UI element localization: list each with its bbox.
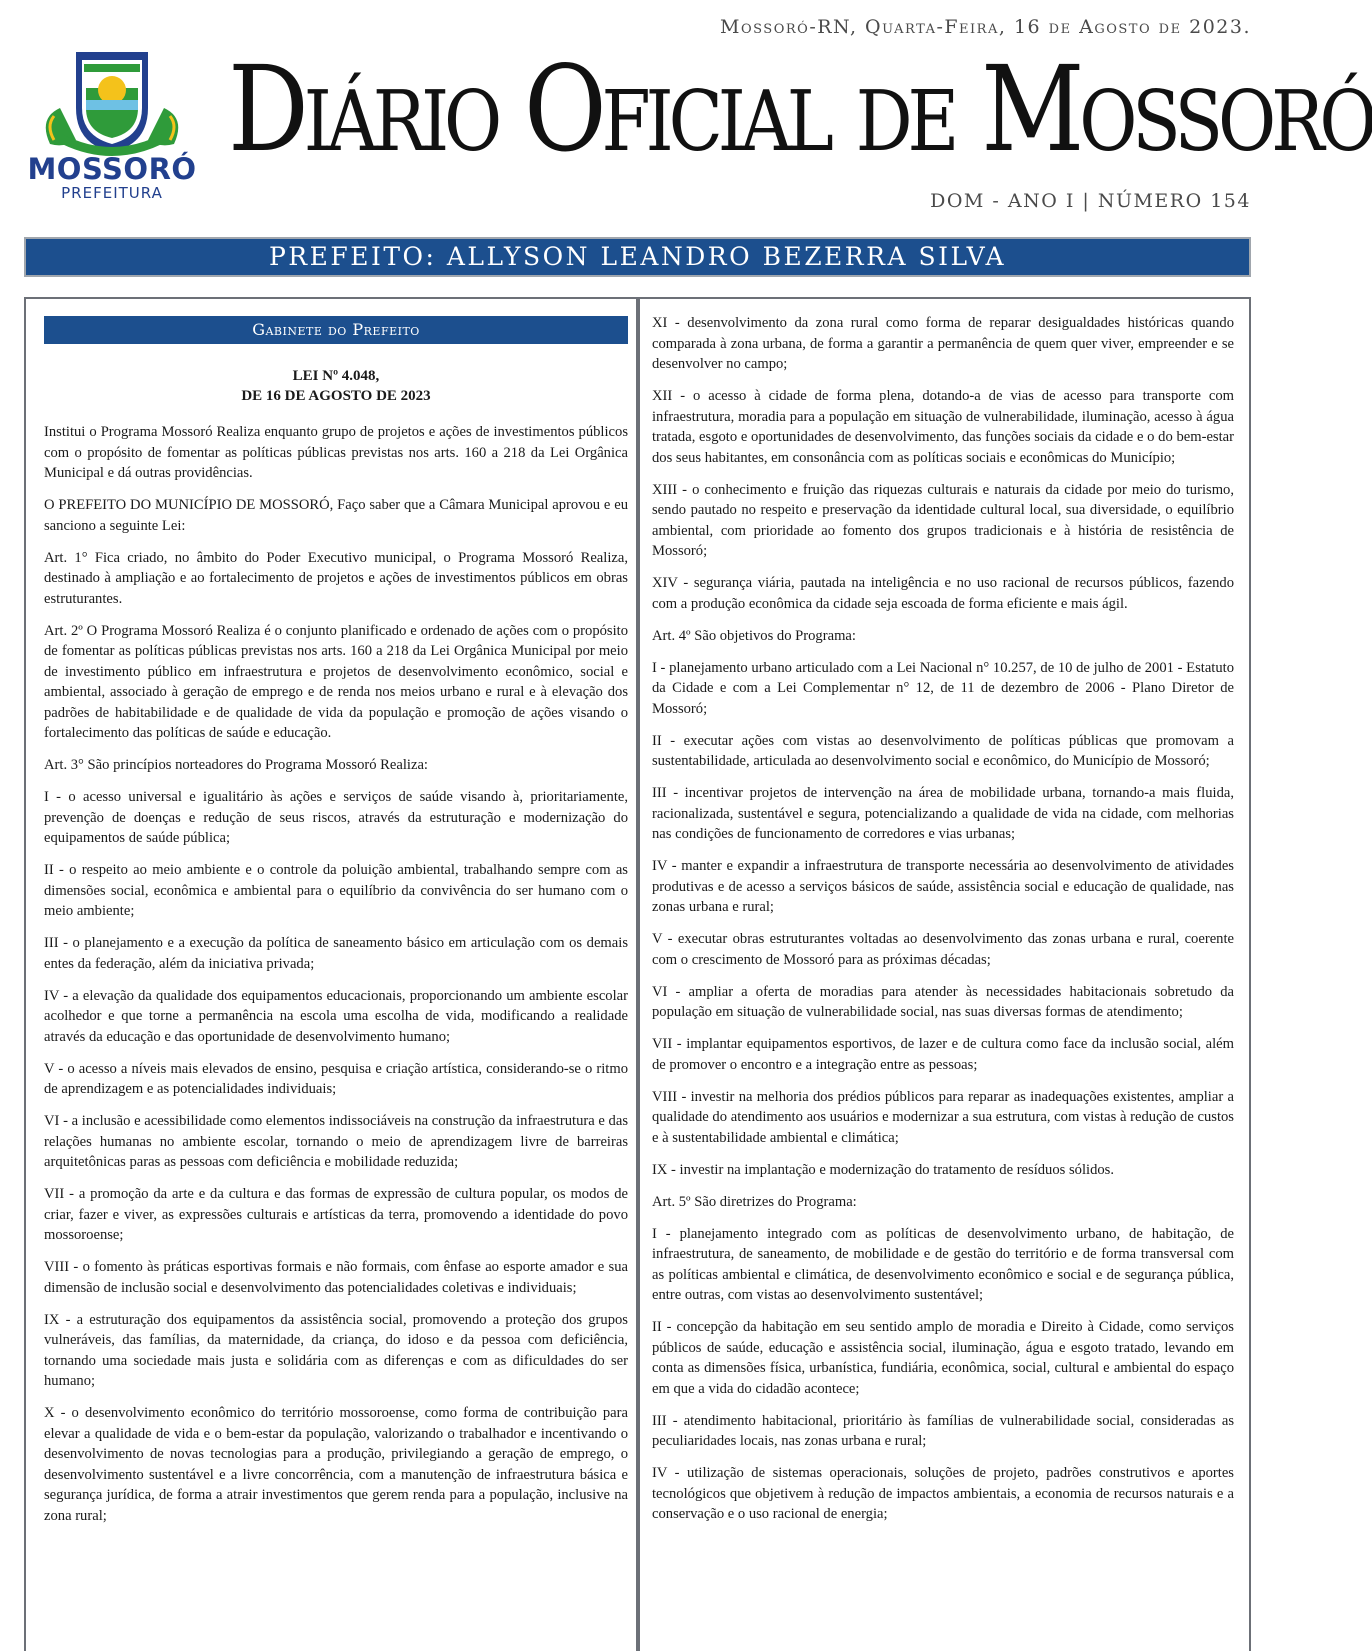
right-column: [652, 313, 1234, 1536]
law-title: [44, 366, 628, 406]
law-number: LEI Nº 4.048,: [292, 368, 380, 384]
paragraph: II - o respeito ao meio ambiente e o controle da poluição ambiental, trabalhando sempre com as dimensões social, econômica e ambiental para o equilíbrio da convivência do ser humano com o meio ambiente;: [44, 862, 628, 919]
column-divider: [636, 297, 640, 1651]
paragraph: I - planejamento urbano articulado com a Lei Nacional n° 10.257, de 10 de julho de 2001 - Estatuto da Cidade e com a Lei Complementar n° 12, de 11 de dezembro de 2006 - Plano Diretor de Mossoró;: [652, 659, 1234, 717]
edition-number: DOM - ANO I | NÚMERO 154: [930, 190, 1251, 212]
section-header: Gabinete do Prefeito: [44, 316, 628, 344]
paragraph: XIII - o conhecimento e fruição das riquezas culturais e naturais da cidade por meio do turismo, sendo pautado no respeito e preservação da identidade cultural local, sua diversidade, o equilíbrio ambiental, com prioridade ao fomento dos grupos tradicionais e à história de resistência de Mossoró;: [652, 481, 1234, 559]
paragraph: VII - implantar equipamentos esportivos, de lazer e de cultura como face da inclusão social, além de promover o encontro e a integração entre as pessoas;: [652, 1036, 1234, 1073]
paragraph: Art. 1° Fica criado, no âmbito do Poder Executivo municipal, o Programa Mossoró Realiza, destinado à ampliação e ao fortalecimento de projetos e ações de investimentos públicos em obras estruturantes.: [44, 549, 628, 607]
paragraph: IV - manter e expandir a infraestrutura de transporte necessária ao desenvolvimento de atividades produtivas e de acesso a serviços básicos de saúde, assistência social e educação de qualidade, nas zonas urbana e rural;: [652, 858, 1234, 915]
paragraph: VIII - investir na melhoria dos prédios públicos para reparar as inadequações existentes, ampliar a qualidade do atendimento aos usuários e modernizar a sua estrutura, com vistas à redução de custos e à sustentabilidade ambiental e climática;: [652, 1088, 1234, 1146]
paragraph: Art. 5º São diretrizes do Programa:: [652, 1193, 857, 1210]
paragraph: Institui o Programa Mossoró Realiza enquanto grupo de projetos e ações de investimentos públicos com o propósito de fomentar as políticas públicas previstas nos arts. 160 a 218 da Lei Orgânica Municipal e dá outras providências.: [44, 424, 628, 481]
paragraph: IX - investir na implantação e modernização do tratamento de resíduos sólidos.: [652, 1161, 1114, 1178]
paragraph: VIII - o fomento às práticas esportivas formais e não formais, com ênfase ao esporte amador e sua dimensão de inclusão social e desenvolvimento das potencialidades coletivas e individuais;: [44, 1259, 628, 1296]
paragraph: IX - a estruturação dos equipamentos da assistência social, promovendo a proteção dos grupos vulneráveis, das famílias, da maternidade, da criança, do idoso e da pessoa com deficiência, tornando uma sociedade mais justa e solidária com as diferenças e com as dificuldades do ser humano;: [44, 1311, 628, 1389]
paragraph: I - planejamento integrado com as políticas de desenvolvimento urbano, de habitação, de infraestrutura, de saneamento, de mobilidade e de gestão do território e de forma transversal com as políticas ambiental e climática, de desenvolvimento econômico e social e de segurança pública, entre outras, com vistas ao desenvolvimento sustentável;: [652, 1225, 1234, 1303]
logo-subtitle: PREFEITURA: [61, 184, 163, 202]
paragraph: O PREFEITO DO MUNICÍPIO DE MOSSORÓ, Faço saber que a Câmara Municipal aprovou e eu sanciono a seguinte Lei:: [44, 497, 628, 534]
paragraph: Art. 3° São princípios norteadores do Programa Mossoró Realiza:: [44, 757, 428, 773]
paragraph: V - o acesso a níveis mais elevados de ensino, pesquisa e criação artística, considerando-se o ritmo de aprendizagem e as potencialidades individuais;: [44, 1060, 628, 1097]
publication-date: Mossoró-RN, Quarta-Feira, 16 de Agosto de 2023.: [720, 16, 1251, 38]
paragraph: Art. 4º São objetivos do Programa:: [652, 627, 856, 644]
paragraph: I - o acesso universal e igualitário às ações e serviços de saúde visando à, prioritariamente, prevenção de doenças e redução de seus riscos, através da estruturação e modernização do equipamentos de saúde pública;: [44, 789, 628, 846]
paragraph: II - executar ações com vistas ao desenvolvimento de políticas públicas que promovam a sustentabilidade, articulada ao desenvolvimento social e econômico, do Município de Mossoró;: [652, 732, 1234, 769]
paragraph: III - incentivar projetos de intervenção na área de mobilidade urbana, tornando-a mais fluida, racionalizada, sustentável e segura, potencializando a qualidade de vida na cidade, com melhorias nas condições de funcionamento de corredores e vias urbanas;: [652, 785, 1234, 842]
paragraph: XII - o acesso à cidade de forma plena, dotando-a de vias de acesso para transporte com infraestrutura, moradia para a população em situação de vulnerabilidade, iluminação, acesso à água tratada, esgoto e oportunidades de desenvolvimento, das funções sociais da cidade e o do bem-estar dos seus habitantes, em consonância com as políticas sociais e econômicas do Município;: [652, 388, 1234, 466]
coat-of-arms-icon: [24, 48, 200, 156]
paragraph: IV - a elevação da qualidade dos equipamentos educacionais, proporcionando um ambiente escolar acolhedor e que torne a permanência na escola uma escolha de vida, modificando a realidade através da educação e das oportunidade de desenvolvimento humano;: [44, 987, 628, 1045]
paragraph: X - o desenvolvimento econômico do território mossoroense, como forma de contribuição para elevar a qualidade de vida e o bem-estar da população, valorizando o trabalhador e incentivando o desenvolvimento de novas tecnologias para a produção, privilegiando a geração de emprego, o desenvolvimento sustentável e a livre concorrência, com a manutenção de infraestrutura básica e segurança jurídica, de forma a atrair investimentos que gerem renda para a população, inclusive na zona rural;: [44, 1405, 628, 1524]
law-date: DE 16 DE AGOSTO DE 2023: [241, 388, 431, 404]
paragraph: III - o planejamento e a execução da política de saneamento básico em articulação com os demais entes da federação, além da iniciativa privada;: [44, 935, 628, 972]
paragraph: VI - ampliar a oferta de moradias para atender às necessidades habitacionais sobretudo da população em situação de vulnerabilidade social, nas suas diversas formas de atendimento;: [652, 983, 1234, 1020]
paragraph: XIV - segurança viária, pautada na inteligência e no uso racional de recursos públicos, fazendo com a produção econômica da cidade seja escoada de forma eficiente e mais ágil.: [652, 575, 1234, 612]
paragraph: VI - a inclusão e acessibilidade como elementos indissociáveis na construção da infraestrutura e das relações humanas no ambiente escolar, tornando o meio de aprendizagem livre de barreiras arquitetônicas paras as pessoas com deficiência e mobilidade reduzida;: [44, 1113, 628, 1170]
left-column: [44, 316, 628, 1538]
paragraph: V - executar obras estruturantes voltadas ao desenvolvimento das zonas urbana e rural, coerente com o crescimento de Mossoró para as próximas décadas;: [652, 931, 1234, 968]
paragraph: III - atendimento habitacional, prioritário às famílias de vulnerabilidade social, consideradas as peculiaridades locais, nas zonas urbana e rural;: [652, 1412, 1234, 1449]
prefeitura-logo: [24, 48, 200, 208]
paragraph: Art. 2º O Programa Mossoró Realiza é o conjunto planificado e ordenado de ações com o propósito de fomentar as políticas públicas previstas nos arts. 160 a 218 da Lei Orgânica Municipal por meio de investimento público em infraestrutura e projetos de desenvolvimento econômico, social e ambiental, associado à geração de emprego e de renda nos meios urbano e rural e à elevação dos padrões de habitabilidade e de qualidade de vida da população e promoção de ações visando o fortalecimento das políticas de saúde e educação.: [44, 622, 628, 741]
paragraph: XI - desenvolvimento da zona rural como forma de reparar desigualdades históricas quando comparada à zona urbana, de forma a garantir a permanência de quem quer viver, empreender e se desenvolver no campo;: [652, 315, 1234, 372]
masthead-title: Diário Oficial de Mossoró: [228, 40, 1372, 178]
paragraph: IV - utilização de sistemas operacionais, soluções de projeto, padrões construtivos e aportes tecnológicos que objetivem à redução de impactos ambientais, a economia de recursos naturais e a conservação e o uso racional de energia;: [652, 1465, 1234, 1522]
paragraph: VII - a promoção da arte e da cultura e das formas de expressão de cultura popular, os modos de criar, fazer e viver, as expressões culturais e artísticas da terra, promovendo a identidade do povo mossoroense;: [44, 1186, 628, 1243]
logo-wordmark: MOSSORÓ: [27, 152, 197, 186]
paragraph: II - concepção da habitação em seu sentido amplo de moradia e Direito à Cidade, como serviços públicos de saúde, educação e assistência social, iluminação, água e esgoto tratado, levando em conta as dimensões física, urbanística, fundiária, econômica, social, cultural e ambiental do espaço em que a vida do cidadão acontece;: [652, 1319, 1234, 1397]
mayor-banner: PREFEITO: ALLYSON LEANDRO BEZERRA SILVA: [24, 237, 1251, 277]
